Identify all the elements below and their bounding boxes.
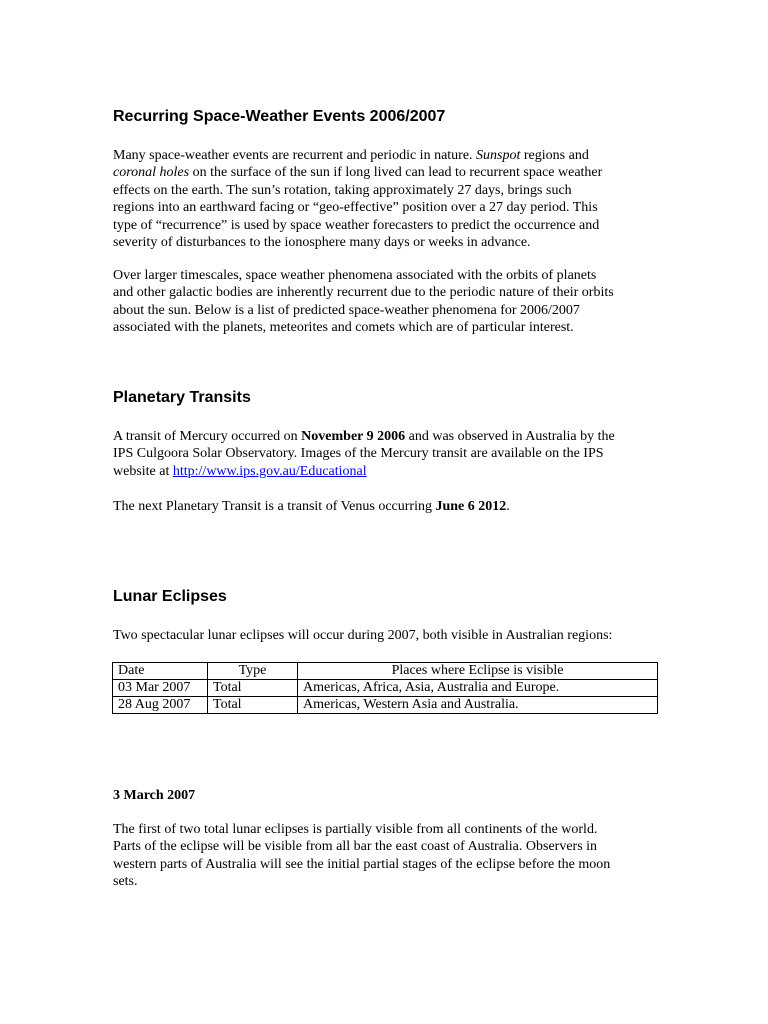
- march-eclipse-paragraph: [113, 821, 658, 891]
- intro-line-4: regions into an earthward facing or “geo-effective” position over a 27 day period. This: [113, 200, 598, 216]
- lunar-eclipses-heading: Lunar Eclipses: [113, 588, 227, 605]
- intro-line-1: Many space-weather events are recurrent and periodic in nature. Sunspot regions and: [113, 148, 589, 163]
- table-row: [113, 680, 658, 697]
- orbits-line-3: about the sun. Below is a list of predicted space-weather phenomena for 2006/2007: [113, 302, 580, 318]
- cell-places: Americas, Africa, Asia, Australia and Europe.: [298, 680, 658, 697]
- intro-paragraph: [113, 147, 658, 251]
- cell-date: 03 Mar 2007: [113, 680, 208, 697]
- intro-line-3: effects on the earth. The sun’s rotation, taking approximately 27 days, brings such: [113, 182, 572, 198]
- orbits-line-2: and other galactic bodies are inherently recurrent due to the periodic nature of their orbits: [113, 285, 614, 301]
- march-line-1: The first of two total lunar eclipses is partially visible from all continents of the world.: [113, 822, 598, 837]
- cell-places: Americas, Western Asia and Australia.: [298, 697, 658, 714]
- header-places: Places where Eclipse is visible: [298, 663, 658, 680]
- orbits-paragraph: [113, 267, 658, 337]
- intro-line-5: type of “recurrence” is used by space weather forecasters to predict the occurrence and: [113, 217, 600, 233]
- mercury-transit-paragraph: [113, 428, 658, 480]
- mercury-transit-date: November 9 2006: [301, 429, 406, 444]
- march-eclipse-heading: 3 March 2007: [113, 788, 196, 803]
- march-line-4: sets.: [113, 874, 138, 890]
- venus-transit-paragraph: The next Planetary Transit is a transit of Venus occurring June 6 2012.: [113, 499, 510, 514]
- ips-educational-link[interactable]: http://www.ips.gov.au/Educational: [172, 463, 367, 479]
- table-header-row: [113, 663, 658, 680]
- eclipses-intro: Two spectacular lunar eclipses will occur during 2007, both visible in Australian regions:: [113, 628, 613, 643]
- mercury-line-2: IPS Culgoora Solar Observatory. Images of the Mercury transit are available on the IPS: [113, 446, 604, 462]
- orbits-line-4: associated with the planets, meteorites and comets which are of particular interest.: [113, 320, 574, 336]
- orbits-line-1: Over larger timescales, space weather phenomena associated with the orbits of planets: [113, 268, 597, 283]
- eclipse-table: [112, 662, 658, 714]
- mercury-line-1: A transit of Mercury occurred on November 9 2006 and was observed in Australia by the: [113, 429, 615, 444]
- header-type: Type: [208, 663, 298, 680]
- table-row: [113, 697, 658, 714]
- mercury-line-3: website at http://www.ips.gov.au/Educational: [113, 463, 367, 479]
- sunspot-term: Sunspot: [476, 148, 521, 163]
- cell-type: Total: [208, 680, 298, 697]
- page-title: Recurring Space-Weather Events 2006/2007: [113, 108, 446, 125]
- march-line-3: western parts of Australia will see the initial partial stages of the eclipse before the moon: [113, 856, 611, 872]
- march-line-2: Parts of the eclipse will be visible from all bar the east coast of Australia. Observers in: [113, 839, 598, 855]
- cell-type: Total: [208, 697, 298, 714]
- cell-date: 28 Aug 2007: [113, 697, 208, 714]
- header-date: Date: [113, 663, 208, 680]
- intro-line-6: severity of disturbances to the ionosphere many days or weeks in advance.: [113, 235, 531, 251]
- intro-line-2: coronal holes on the surface of the sun if long lived can lead to recurrent space weather: [113, 165, 603, 181]
- coronal-holes-term: coronal holes: [113, 165, 190, 181]
- planetary-transits-heading: Planetary Transits: [113, 389, 251, 406]
- venus-transit-date: June 6 2012: [435, 499, 507, 514]
